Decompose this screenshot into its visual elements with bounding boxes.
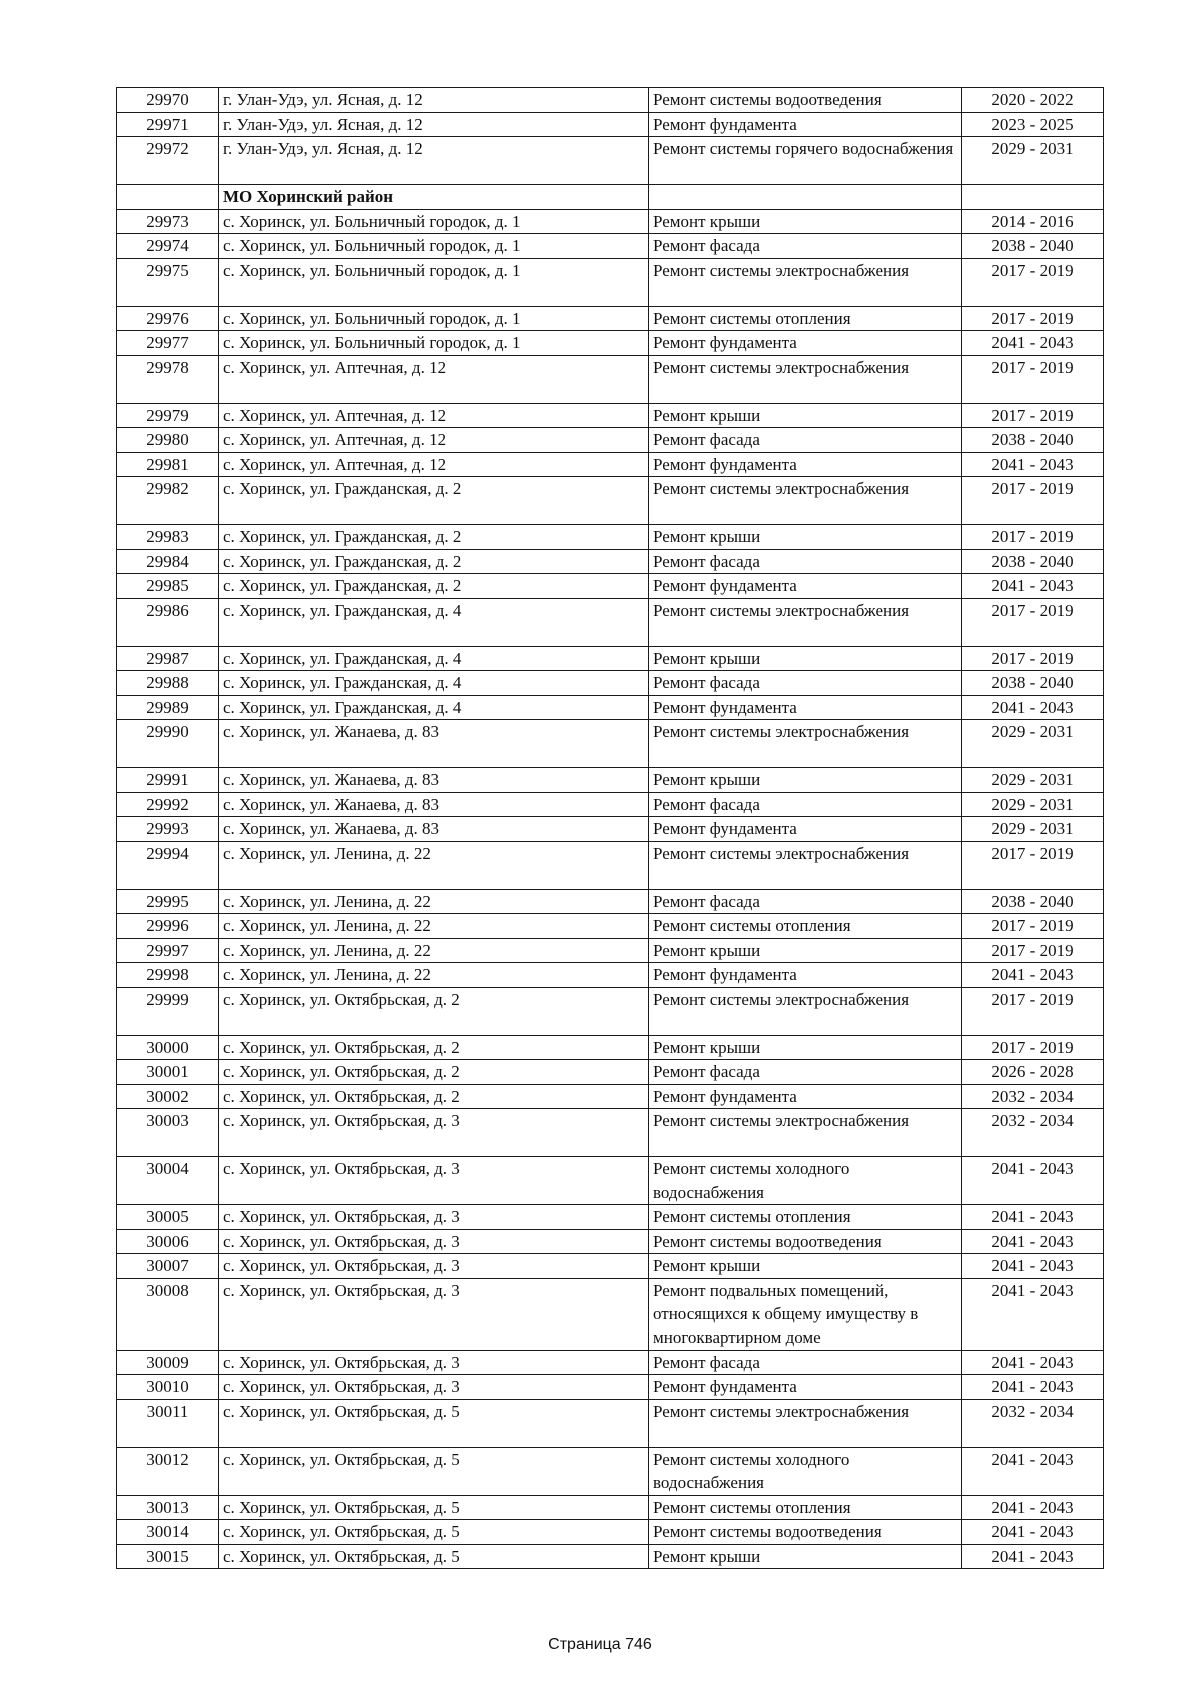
period-cell: 2041 - 2043 — [962, 331, 1104, 356]
address-cell: с. Хоринск, ул. Октябрьская, д. 5 — [219, 1447, 649, 1495]
period-cell: 2017 - 2019 — [962, 403, 1104, 428]
work-type-cell: Ремонт фасада — [649, 428, 962, 453]
address-cell: с. Хоринск, ул. Октябрьская, д. 2 — [219, 987, 649, 1035]
period-cell: 2014 - 2016 — [962, 209, 1104, 234]
address-cell: с. Хоринск, ул. Гражданская, д. 2 — [219, 574, 649, 599]
table-row — [117, 1254, 1104, 1279]
row-number-cell: 30011 — [117, 1399, 219, 1447]
row-number-cell: 29976 — [117, 306, 219, 331]
table-row — [117, 1447, 1104, 1495]
period-cell: 2017 - 2019 — [962, 258, 1104, 306]
work-type-cell: Ремонт системы электроснабжения — [649, 477, 962, 525]
work-type-cell: Ремонт системы отопления — [649, 1495, 962, 1520]
address-cell: с. Хоринск, ул. Жанаева, д. 83 — [219, 792, 649, 817]
address-cell: с. Хоринск, ул. Аптечная, д. 12 — [219, 428, 649, 453]
page-number: Страница 746 — [548, 1636, 652, 1653]
address-cell: г. Улан-Удэ, ул. Ясная, д. 12 — [219, 112, 649, 137]
address-cell: с. Хоринск, ул. Гражданская, д. 4 — [219, 598, 649, 646]
work-type-cell: Ремонт фундамента — [649, 452, 962, 477]
table-row — [117, 1229, 1104, 1254]
work-type-cell: Ремонт фундамента — [649, 1084, 962, 1109]
period-cell: 2020 - 2022 — [962, 88, 1104, 113]
work-type-cell: Ремонт крыши — [649, 525, 962, 550]
address-cell: с. Хоринск, ул. Ленина, д. 22 — [219, 938, 649, 963]
table-row — [117, 1084, 1104, 1109]
period-cell: 2041 - 2043 — [962, 1278, 1104, 1350]
row-number-cell: 29975 — [117, 258, 219, 306]
row-number-cell: 29972 — [117, 137, 219, 185]
address-cell: с. Хоринск, ул. Гражданская, д. 2 — [219, 549, 649, 574]
work-type-cell — [649, 185, 962, 210]
row-number-cell: 30001 — [117, 1060, 219, 1085]
address-cell: с. Хоринск, ул. Октябрьская, д. 3 — [219, 1350, 649, 1375]
period-cell: 2038 - 2040 — [962, 234, 1104, 259]
row-number-cell: 29970 — [117, 88, 219, 113]
address-cell: с. Хоринск, ул. Жанаева, д. 83 — [219, 720, 649, 768]
work-type-cell: Ремонт системы электроснабжения — [649, 720, 962, 768]
table-row — [117, 525, 1104, 550]
table-row — [117, 1495, 1104, 1520]
row-number-cell — [117, 185, 219, 210]
row-number-cell: 30009 — [117, 1350, 219, 1375]
table-row — [117, 1035, 1104, 1060]
work-type-cell: Ремонт фасада — [649, 1060, 962, 1085]
table-row — [117, 768, 1104, 793]
period-cell: 2041 - 2043 — [962, 1375, 1104, 1400]
period-cell: 2041 - 2043 — [962, 1350, 1104, 1375]
address-cell: с. Хоринск, ул. Октябрьская, д. 2 — [219, 1060, 649, 1085]
work-type-cell: Ремонт фундамента — [649, 574, 962, 599]
table-row — [117, 914, 1104, 939]
work-type-cell: Ремонт фундамента — [649, 817, 962, 842]
period-cell: 2032 - 2034 — [962, 1109, 1104, 1157]
row-number-cell: 29998 — [117, 963, 219, 988]
address-cell: с. Хоринск, ул. Аптечная, д. 12 — [219, 452, 649, 477]
row-number-cell: 30007 — [117, 1254, 219, 1279]
address-cell: с. Хоринск, ул. Октябрьская, д. 2 — [219, 1035, 649, 1060]
work-type-cell: Ремонт системы горячего водоснабжения — [649, 137, 962, 185]
address-cell: с. Хоринск, ул. Ленина, д. 22 — [219, 914, 649, 939]
table-row — [117, 549, 1104, 574]
period-cell: 2017 - 2019 — [962, 938, 1104, 963]
period-cell: 2041 - 2043 — [962, 574, 1104, 599]
address-cell: МО Хоринский район — [219, 185, 649, 210]
address-cell: с. Хоринск, ул. Гражданская, д. 2 — [219, 525, 649, 550]
table-row — [117, 987, 1104, 1035]
row-number-cell: 29990 — [117, 720, 219, 768]
address-cell: с. Хоринск, ул. Октябрьская, д. 2 — [219, 1084, 649, 1109]
work-type-cell: Ремонт крыши — [649, 403, 962, 428]
row-number-cell: 29992 — [117, 792, 219, 817]
row-number-cell: 29983 — [117, 525, 219, 550]
table-row — [117, 112, 1104, 137]
address-cell: с. Хоринск, ул. Больничный городок, д. 1 — [219, 209, 649, 234]
table-row — [117, 306, 1104, 331]
row-number-cell: 29984 — [117, 549, 219, 574]
work-type-cell: Ремонт системы электроснабжения — [649, 1399, 962, 1447]
period-cell — [962, 185, 1104, 210]
row-number-cell: 29973 — [117, 209, 219, 234]
table-row — [117, 817, 1104, 842]
work-type-cell: Ремонт системы водоотведения — [649, 1229, 962, 1254]
address-cell: с. Хоринск, ул. Октябрьская, д. 5 — [219, 1544, 649, 1569]
table-row — [117, 428, 1104, 453]
work-type-cell: Ремонт подвальных помещений, относящихся к общему имуществу в многоквартирном доме — [649, 1278, 962, 1350]
period-cell: 2017 - 2019 — [962, 646, 1104, 671]
address-cell: с. Хоринск, ул. Гражданская, д. 4 — [219, 671, 649, 696]
period-cell: 2041 - 2043 — [962, 1254, 1104, 1279]
period-cell: 2017 - 2019 — [962, 987, 1104, 1035]
period-cell: 2017 - 2019 — [962, 477, 1104, 525]
address-cell: с. Хоринск, ул. Октябрьская, д. 3 — [219, 1109, 649, 1157]
table-row — [117, 452, 1104, 477]
work-type-cell: Ремонт системы электроснабжения — [649, 1109, 962, 1157]
work-type-cell: Ремонт крыши — [649, 646, 962, 671]
table-row — [117, 234, 1104, 259]
row-number-cell: 29980 — [117, 428, 219, 453]
work-type-cell: Ремонт системы водоотведения — [649, 88, 962, 113]
work-type-cell: Ремонт крыши — [649, 768, 962, 793]
address-cell: с. Хоринск, ул. Октябрьская, д. 3 — [219, 1254, 649, 1279]
period-cell: 2038 - 2040 — [962, 428, 1104, 453]
address-cell: с. Хоринск, ул. Ленина, д. 22 — [219, 841, 649, 889]
period-cell: 2017 - 2019 — [962, 841, 1104, 889]
row-number-cell: 29991 — [117, 768, 219, 793]
period-cell: 2029 - 2031 — [962, 720, 1104, 768]
period-cell: 2041 - 2043 — [962, 695, 1104, 720]
address-cell: г. Улан-Удэ, ул. Ясная, д. 12 — [219, 137, 649, 185]
table-row — [117, 646, 1104, 671]
row-number-cell: 29986 — [117, 598, 219, 646]
work-type-cell: Ремонт системы отопления — [649, 1205, 962, 1230]
row-number-cell: 29994 — [117, 841, 219, 889]
table-row — [117, 695, 1104, 720]
period-cell: 2023 - 2025 — [962, 112, 1104, 137]
period-cell: 2041 - 2043 — [962, 963, 1104, 988]
table-row — [117, 841, 1104, 889]
work-type-cell: Ремонт фасада — [649, 234, 962, 259]
work-type-cell: Ремонт фасада — [649, 792, 962, 817]
period-cell: 2017 - 2019 — [962, 1035, 1104, 1060]
table-row — [117, 355, 1104, 403]
table-row — [117, 1278, 1104, 1350]
period-cell: 2017 - 2019 — [962, 525, 1104, 550]
address-cell: с. Хоринск, ул. Больничный городок, д. 1 — [219, 258, 649, 306]
row-number-cell: 29971 — [117, 112, 219, 137]
work-type-cell: Ремонт системы холодного водоснабжения — [649, 1447, 962, 1495]
row-number-cell: 30004 — [117, 1157, 219, 1205]
work-type-cell: Ремонт фасада — [649, 549, 962, 574]
table-row — [117, 1350, 1104, 1375]
work-type-cell: Ремонт крыши — [649, 1254, 962, 1279]
row-number-cell: 29977 — [117, 331, 219, 356]
row-number-cell: 30008 — [117, 1278, 219, 1350]
work-type-cell: Ремонт фасада — [649, 671, 962, 696]
table-body — [117, 88, 1104, 1569]
period-cell: 2029 - 2031 — [962, 817, 1104, 842]
period-cell: 2038 - 2040 — [962, 671, 1104, 696]
period-cell: 2038 - 2040 — [962, 549, 1104, 574]
section-header-row — [117, 185, 1104, 210]
row-number-cell: 29999 — [117, 987, 219, 1035]
period-cell: 2038 - 2040 — [962, 889, 1104, 914]
row-number-cell: 29974 — [117, 234, 219, 259]
work-type-cell: Ремонт крыши — [649, 1544, 962, 1569]
period-cell: 2017 - 2019 — [962, 598, 1104, 646]
work-type-cell: Ремонт системы отопления — [649, 914, 962, 939]
period-cell: 2041 - 2043 — [962, 1157, 1104, 1205]
table-row — [117, 1399, 1104, 1447]
table-row — [117, 574, 1104, 599]
row-number-cell: 30000 — [117, 1035, 219, 1060]
address-cell: с. Хоринск, ул. Октябрьская, д. 3 — [219, 1157, 649, 1205]
address-cell: с. Хоринск, ул. Октябрьская, д. 5 — [219, 1520, 649, 1545]
table-row — [117, 938, 1104, 963]
table-row — [117, 137, 1104, 185]
work-type-cell: Ремонт фундамента — [649, 963, 962, 988]
work-type-cell: Ремонт крыши — [649, 1035, 962, 1060]
row-number-cell: 30003 — [117, 1109, 219, 1157]
work-type-cell: Ремонт крыши — [649, 209, 962, 234]
table-row — [117, 1375, 1104, 1400]
table-row — [117, 403, 1104, 428]
address-cell: с. Хоринск, ул. Октябрьская, д. 5 — [219, 1495, 649, 1520]
row-number-cell: 29993 — [117, 817, 219, 842]
address-cell: г. Улан-Удэ, ул. Ясная, д. 12 — [219, 88, 649, 113]
row-number-cell: 30005 — [117, 1205, 219, 1230]
work-type-cell: Ремонт системы электроснабжения — [649, 598, 962, 646]
address-cell: с. Хоринск, ул. Октябрьская, д. 3 — [219, 1375, 649, 1400]
address-cell: с. Хоринск, ул. Аптечная, д. 12 — [219, 403, 649, 428]
period-cell: 2032 - 2034 — [962, 1399, 1104, 1447]
work-type-cell: Ремонт фундамента — [649, 695, 962, 720]
work-type-cell: Ремонт системы электроснабжения — [649, 841, 962, 889]
table-row — [117, 1060, 1104, 1085]
table-row — [117, 1544, 1104, 1569]
address-cell: с. Хоринск, ул. Больничный городок, д. 1 — [219, 331, 649, 356]
table-row — [117, 792, 1104, 817]
row-number-cell: 30006 — [117, 1229, 219, 1254]
work-type-cell: Ремонт системы водоотведения — [649, 1520, 962, 1545]
period-cell: 2029 - 2031 — [962, 792, 1104, 817]
address-cell: с. Хоринск, ул. Октябрьская, д. 3 — [219, 1229, 649, 1254]
address-cell: с. Хоринск, ул. Гражданская, д. 4 — [219, 695, 649, 720]
address-cell: с. Хоринск, ул. Октябрьская, д. 5 — [219, 1399, 649, 1447]
table-row — [117, 88, 1104, 113]
row-number-cell: 29978 — [117, 355, 219, 403]
table-row — [117, 331, 1104, 356]
address-cell: с. Хоринск, ул. Ленина, д. 22 — [219, 889, 649, 914]
table-row — [117, 889, 1104, 914]
row-number-cell: 29988 — [117, 671, 219, 696]
table-row — [117, 1205, 1104, 1230]
work-type-cell: Ремонт фундамента — [649, 1375, 962, 1400]
repair-schedule-table — [116, 87, 1104, 1569]
row-number-cell: 29981 — [117, 452, 219, 477]
period-cell: 2029 - 2031 — [962, 768, 1104, 793]
work-type-cell: Ремонт системы электроснабжения — [649, 258, 962, 306]
address-cell: с. Хоринск, ул. Больничный городок, д. 1 — [219, 234, 649, 259]
work-type-cell: Ремонт фасада — [649, 889, 962, 914]
row-number-cell: 29987 — [117, 646, 219, 671]
period-cell: 2017 - 2019 — [962, 355, 1104, 403]
table-row — [117, 477, 1104, 525]
row-number-cell: 30002 — [117, 1084, 219, 1109]
work-type-cell: Ремонт крыши — [649, 938, 962, 963]
work-type-cell: Ремонт фундамента — [649, 331, 962, 356]
address-cell: с. Хоринск, ул. Жанаева, д. 83 — [219, 817, 649, 842]
period-cell: 2029 - 2031 — [962, 137, 1104, 185]
row-number-cell: 30014 — [117, 1520, 219, 1545]
address-cell: с. Хоринск, ул. Гражданская, д. 4 — [219, 646, 649, 671]
row-number-cell: 29979 — [117, 403, 219, 428]
table-row — [117, 671, 1104, 696]
work-type-cell: Ремонт фундамента — [649, 112, 962, 137]
table-row — [117, 209, 1104, 234]
period-cell: 2026 - 2028 — [962, 1060, 1104, 1085]
table-row — [117, 963, 1104, 988]
period-cell: 2017 - 2019 — [962, 914, 1104, 939]
table-row — [117, 720, 1104, 768]
table-row — [117, 1109, 1104, 1157]
period-cell: 2032 - 2034 — [962, 1084, 1104, 1109]
table-row — [117, 258, 1104, 306]
period-cell: 2041 - 2043 — [962, 452, 1104, 477]
table-row — [117, 1520, 1104, 1545]
row-number-cell: 30010 — [117, 1375, 219, 1400]
address-cell: с. Хоринск, ул. Ленина, д. 22 — [219, 963, 649, 988]
address-cell: с. Хоринск, ул. Аптечная, д. 12 — [219, 355, 649, 403]
row-number-cell: 29982 — [117, 477, 219, 525]
period-cell: 2041 - 2043 — [962, 1447, 1104, 1495]
address-cell: с. Хоринск, ул. Гражданская, д. 2 — [219, 477, 649, 525]
period-cell: 2041 - 2043 — [962, 1520, 1104, 1545]
address-cell: с. Хоринск, ул. Октябрьская, д. 3 — [219, 1205, 649, 1230]
table-row — [117, 1157, 1104, 1205]
row-number-cell: 30015 — [117, 1544, 219, 1569]
period-cell: 2041 - 2043 — [962, 1544, 1104, 1569]
row-number-cell: 29997 — [117, 938, 219, 963]
row-number-cell: 29989 — [117, 695, 219, 720]
work-type-cell: Ремонт системы отопления — [649, 306, 962, 331]
row-number-cell: 29985 — [117, 574, 219, 599]
work-type-cell: Ремонт системы электроснабжения — [649, 355, 962, 403]
period-cell: 2041 - 2043 — [962, 1495, 1104, 1520]
row-number-cell: 29996 — [117, 914, 219, 939]
row-number-cell: 30013 — [117, 1495, 219, 1520]
address-cell: с. Хоринск, ул. Жанаева, д. 83 — [219, 768, 649, 793]
table-row — [117, 598, 1104, 646]
row-number-cell: 29995 — [117, 889, 219, 914]
work-type-cell: Ремонт системы холодного водоснабжения — [649, 1157, 962, 1205]
address-cell: с. Хоринск, ул. Октябрьская, д. 3 — [219, 1278, 649, 1350]
work-type-cell: Ремонт системы электроснабжения — [649, 987, 962, 1035]
period-cell: 2041 - 2043 — [962, 1205, 1104, 1230]
work-type-cell: Ремонт фасада — [649, 1350, 962, 1375]
period-cell: 2017 - 2019 — [962, 306, 1104, 331]
address-cell: с. Хоринск, ул. Больничный городок, д. 1 — [219, 306, 649, 331]
period-cell: 2041 - 2043 — [962, 1229, 1104, 1254]
row-number-cell: 30012 — [117, 1447, 219, 1495]
